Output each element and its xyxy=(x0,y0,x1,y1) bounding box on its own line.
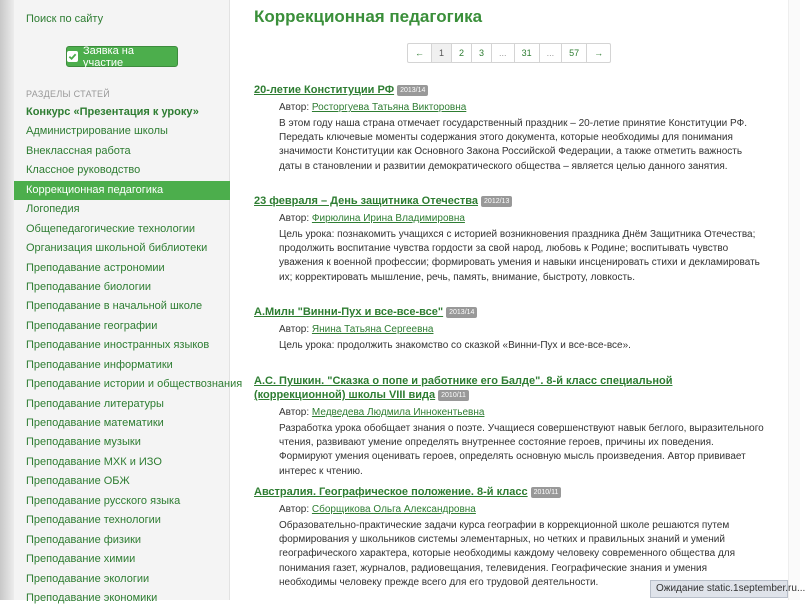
article-item xyxy=(254,485,764,590)
page-link[interactable]: 31 xyxy=(515,44,540,62)
prev-page-arrow-icon[interactable]: ← xyxy=(408,44,432,62)
article-title-text: А.Милн "Винни-Пух и все-все-все" xyxy=(254,306,444,318)
sidebar-item[interactable]: Преподавание экологии xyxy=(26,572,150,585)
article-title-text: А.С. Пушкин. "Сказка о попе и работнике его Балде". 8-й класс специальной (коррекционной) школы VIII вида xyxy=(254,375,673,401)
sidebar-item[interactable]: Преподавание химии xyxy=(26,553,136,566)
check-icon xyxy=(67,51,78,62)
article-title-link[interactable] xyxy=(254,305,764,319)
window-left-edge xyxy=(0,0,14,600)
article-title-link[interactable] xyxy=(254,83,764,97)
article-item xyxy=(254,374,764,479)
browser-status-bar: Ожидание static.1september.ru... xyxy=(650,580,788,598)
year-badge: 2010/11 xyxy=(531,487,562,498)
page-link[interactable]: 3 xyxy=(472,44,492,62)
article-summary: Цель урока: познакомить учащихся с историей возникновения праздника Днём Защитника Отечества; продолжить воспитание чувства гордости за свой народ, любовь к Родине; воспитывать чувство уважения к военной профессии; формировать умения и навыки инсценировать стихи и декламировать их; корректировать мышление, речь, память, внимание, быстроту, ловкость. xyxy=(279,229,760,283)
author-line xyxy=(254,212,764,225)
author-prefix: Автор: xyxy=(279,407,312,418)
author-prefix: Автор: xyxy=(279,504,312,515)
article-summary: Разработка урока обобщает знания о поэте. Учащиеся совершенствуют навык беглого, выразительного чтения, развивают умение определять внутреннее состояние героев, причины их поведения. Формируют умения оценивать героев, определять основную мысль произведения. Автор прививает интерес к чтению. xyxy=(279,423,764,477)
pagination xyxy=(407,43,611,63)
year-badge: 2013/14 xyxy=(397,85,428,96)
page-link[interactable]: 1 xyxy=(432,44,452,62)
page-link[interactable]: 57 xyxy=(562,44,587,62)
author-link[interactable]: Фирюлина Ирина Владимировна xyxy=(311,213,465,224)
sidebar-item[interactable]: Преподавание ОБЖ xyxy=(26,475,130,488)
author-prefix: Автор: xyxy=(279,213,312,224)
author-line xyxy=(254,323,764,336)
sidebar-item[interactable]: Организация школьной библиотеки xyxy=(26,242,208,255)
sidebar-item[interactable]: Преподавание биологии xyxy=(26,280,152,293)
sidebar xyxy=(14,0,243,604)
author-prefix: Автор: xyxy=(279,102,312,113)
author-link[interactable]: Сборщикова Ольга Александровна xyxy=(311,504,476,515)
article-item xyxy=(254,83,764,174)
sidebar-item[interactable]: Преподавание технологии xyxy=(26,514,161,527)
article-title-text: 20-летие Конституции РФ xyxy=(254,84,395,96)
join-request-label: Заявка на участие xyxy=(82,44,134,69)
sidebar-item[interactable]: Преподавание музыки xyxy=(26,436,141,449)
article-summary: В этом году наша страна отмечает государственный праздник – 20-летие принятие Конституции РФ. Передать ключевые моменты содержания этого документа, которые необходимы для понимания значимости Конституции как Основного Закона Российской Федерации, а также отметить важность даты в становлении и развитии демократического общества – является целью данного занятия. xyxy=(279,118,747,172)
sidebar-item[interactable]: Конкурс «Презентация к уроку» xyxy=(26,106,199,118)
sidebar-item[interactable]: Преподавание МХК и ИЗО xyxy=(26,455,162,468)
author-line xyxy=(254,503,764,516)
author-link[interactable]: Янина Татьяна Сергеевна xyxy=(311,324,434,335)
sidebar-item[interactable]: Преподавание русского языка xyxy=(26,494,181,507)
sidebar-item[interactable]: Преподавание астрономии xyxy=(26,261,165,274)
sidebar-item[interactable]: Администрирование школы xyxy=(26,125,168,138)
author-link[interactable]: Росторгуева Татьяна Викторовна xyxy=(311,102,467,113)
sidebar-item[interactable]: Преподавание географии xyxy=(26,319,158,332)
join-request-button[interactable] xyxy=(66,46,178,67)
sections-list xyxy=(14,103,243,608)
sidebar-item[interactable]: Общепедагогические технологии xyxy=(26,222,195,235)
sidebar-item[interactable]: Преподавание информатики xyxy=(26,358,173,371)
sections-header: РАЗДЕЛЫ СТАТЕЙ xyxy=(26,89,111,99)
sidebar-item[interactable]: Преподавание иностранных языков xyxy=(26,339,210,352)
sidebar-item[interactable]: Внеклассная работа xyxy=(26,144,131,157)
pagination-ellipsis: ... xyxy=(492,44,515,62)
sidebar-item[interactable]: Классное руководство xyxy=(26,164,141,177)
author-line xyxy=(254,101,764,114)
sidebar-item[interactable]: Преподавание в начальной школе xyxy=(26,300,203,313)
article-title-text: Австралия. Географическое положение. 8-й класс xyxy=(254,486,528,498)
article-title-link[interactable] xyxy=(254,485,764,499)
sidebar-item[interactable]: Преподавание литературы xyxy=(26,397,164,410)
sidebar-item[interactable]: Коррекционная педагогика xyxy=(14,181,230,200)
article-item xyxy=(254,194,764,285)
sidebar-item[interactable]: Преподавание математики xyxy=(26,417,164,429)
article-title-link[interactable] xyxy=(254,194,764,208)
article-title-text: 23 февраля – День защитника Отечества xyxy=(254,195,479,207)
year-badge: 2013/14 xyxy=(446,307,477,318)
article-title-link[interactable] xyxy=(254,374,764,402)
sidebar-item[interactable]: Логопедия xyxy=(26,203,80,216)
page-title: Коррекционная педагогика xyxy=(254,7,483,26)
year-badge: 2012/13 xyxy=(481,196,512,207)
author-line xyxy=(254,406,764,419)
sidebar-item[interactable]: Преподавание экономики xyxy=(26,591,158,604)
pagination-ellipsis: ... xyxy=(540,44,563,62)
article-summary: Образовательно-практические задачи курса географии в коррекционной школе решаются путем формирования у школьников системы элементарных, но четких и правильных знаний и умений географического характера, которые необходимы каждому человеку современного общества для понимания газет, журналов, радиовещания, телевидения. Географические знания и умения необходимы человеку прежде всего для его трудовой деятельности. xyxy=(279,520,736,588)
page-link[interactable]: 2 xyxy=(452,44,472,62)
year-badge: 2010/11 xyxy=(438,390,469,401)
author-prefix: Автор: xyxy=(279,324,312,335)
next-page-arrow-icon[interactable]: → xyxy=(594,48,604,58)
sidebar-item[interactable]: Преподавание физики xyxy=(26,533,142,546)
article-item xyxy=(254,305,764,353)
site-search-link[interactable]: Поиск по сайту xyxy=(26,13,104,25)
vertical-scrollbar[interactable] xyxy=(788,0,800,600)
author-link[interactable]: Медведева Людмила Иннокентьевна xyxy=(311,407,485,418)
article-summary: Цель урока: продолжить знакомство со сказкой «Винни-Пух и все-все-все». xyxy=(279,340,631,351)
sidebar-item[interactable]: Преподавание истории и обществознания xyxy=(26,378,243,391)
